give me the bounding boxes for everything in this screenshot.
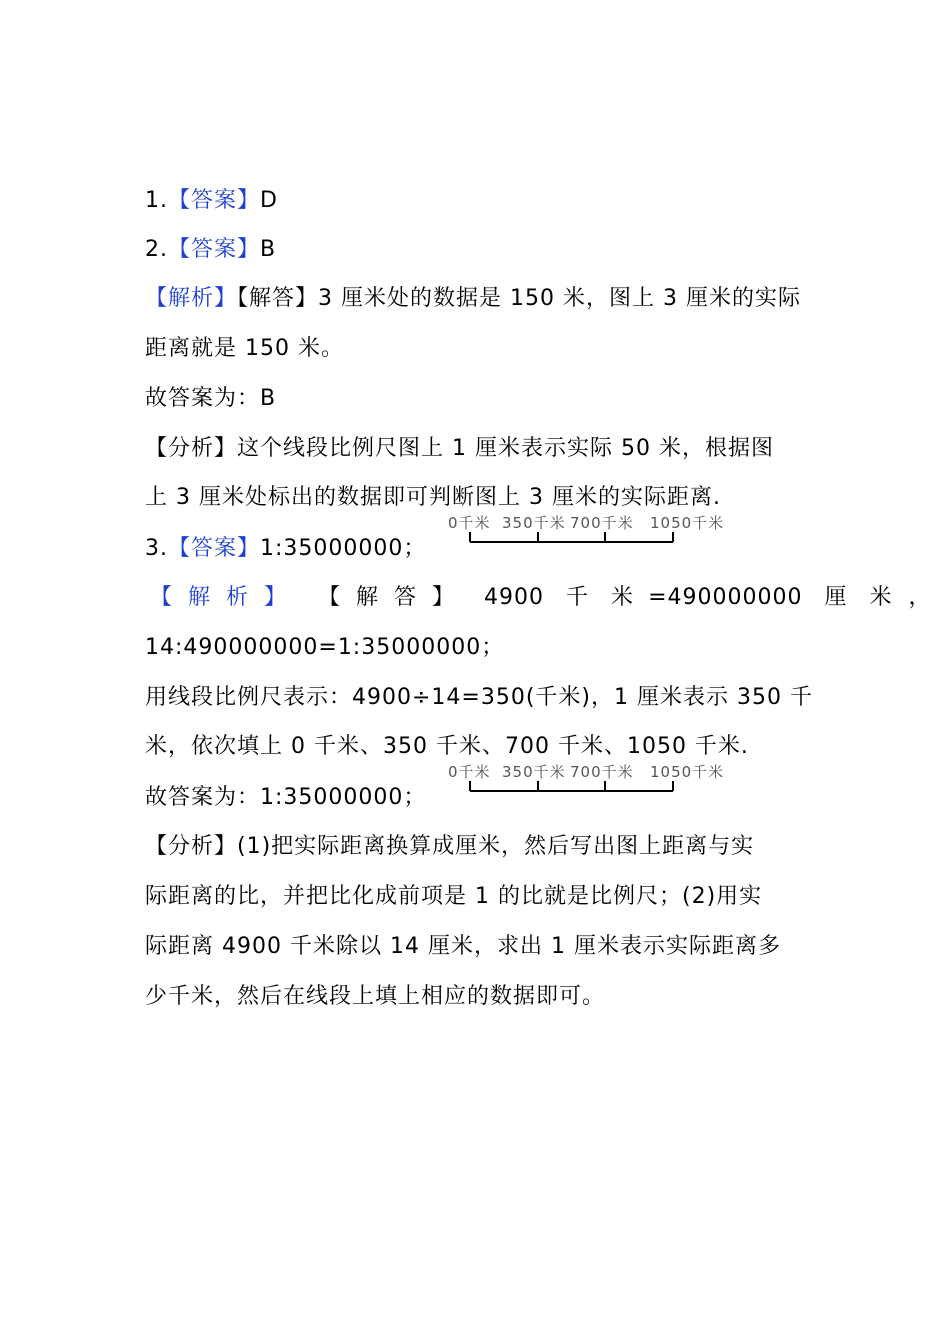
conclusion-text: 故答案为：B xyxy=(145,386,277,411)
value-4900: 4900 xyxy=(484,585,545,610)
scale-bar-1 xyxy=(448,512,728,552)
conclusion-line-2 xyxy=(145,763,825,823)
analysis-line-3 xyxy=(150,573,932,623)
answer-tag: 【答案】 xyxy=(168,536,261,561)
explain-line-3 xyxy=(145,822,825,872)
explain-line-6 xyxy=(145,972,825,1022)
unit-mi-2: 米 xyxy=(869,585,893,610)
scale-label-700: 700千米 xyxy=(570,514,635,532)
method-line-1 xyxy=(145,673,825,723)
conclusion-text: 故答案为：1:35000000； xyxy=(145,785,427,810)
ratio-text: 14:490000000=1:35000000； xyxy=(145,635,505,660)
item-number: 3. xyxy=(145,536,168,561)
explain-text: 际距离 4900 千米除以 14 厘米，求出 1 厘米表示实际距离多 xyxy=(145,934,781,959)
unit-li: 厘 xyxy=(824,585,848,610)
solve-label: 【解答】 xyxy=(318,585,471,610)
answer-text: D xyxy=(260,188,278,213)
explain-line-1 xyxy=(145,424,825,474)
ratio-line xyxy=(145,623,825,673)
explain-text: 际距离的比，并把比化成前项是 1 的比就是比例尺；(2)用实 xyxy=(145,884,763,909)
unit-qian: 千 xyxy=(566,585,590,610)
explain-text: 上 3 厘米处标出的数据即可判断图上 3 厘米的实际距离. xyxy=(145,485,721,510)
scale-label-350: 350千米 xyxy=(502,763,567,781)
conclusion-line xyxy=(145,374,825,424)
scale-bar-2 xyxy=(448,761,728,801)
analysis-tag: 【解析】 xyxy=(145,286,238,311)
analysis-text: 【解答】3 厘米处的数据是 150 米，图上 3 厘米的实际 xyxy=(237,286,801,311)
scale-label-700: 700千米 xyxy=(570,763,635,781)
answer-tag: 【答案】 xyxy=(168,237,261,262)
explain-text: 【分析】这个线段比例尺图上 1 厘米表示实际 50 米，根据图 xyxy=(145,436,774,461)
method-text: 用线段比例尺表示：4900÷14=350(千米)，1 厘米表示 350 千 xyxy=(145,685,813,710)
answer-text: 1:35000000； xyxy=(260,536,427,561)
scale-label-0: 0千米 xyxy=(448,763,491,781)
method-text: 米，依次填上 0 千米、350 千米、700 千米、1050 千米. xyxy=(145,734,749,759)
scale-label-1050: 1050千米 xyxy=(650,514,725,532)
explain-text: 少千米，然后在线段上填上相应的数据即可。 xyxy=(145,984,606,1009)
scale-bar-graphic xyxy=(448,512,728,552)
answer-tag: 【答案】 xyxy=(168,188,261,213)
explain-text: 【分析】(1)把实际距离换算成厘米，然后写出图上距离与实 xyxy=(145,834,755,859)
analysis-tag: 【解析】 xyxy=(150,585,303,610)
scale-bar-graphic xyxy=(448,761,728,801)
analysis-line-1 xyxy=(145,274,825,324)
scale-label-1050: 1050千米 xyxy=(650,763,725,781)
scale-label-0: 0千米 xyxy=(448,514,491,532)
item-number: 1. xyxy=(145,188,168,213)
explain-line-5 xyxy=(145,922,825,972)
item-number: 2. xyxy=(145,237,168,262)
value-490000000: =490000000 xyxy=(648,585,803,610)
answer-line-2 xyxy=(145,225,825,275)
answer-line-3 xyxy=(145,514,825,574)
comma: ， xyxy=(908,585,932,610)
unit-mi: 米 xyxy=(611,585,635,610)
explain-line-4 xyxy=(145,872,825,922)
analysis-text: 距离就是 150 米。 xyxy=(145,336,344,361)
answer-text: B xyxy=(260,237,277,262)
analysis-line-2 xyxy=(145,324,825,374)
scale-label-350: 350千米 xyxy=(502,514,567,532)
answer-line-1 xyxy=(145,176,825,226)
